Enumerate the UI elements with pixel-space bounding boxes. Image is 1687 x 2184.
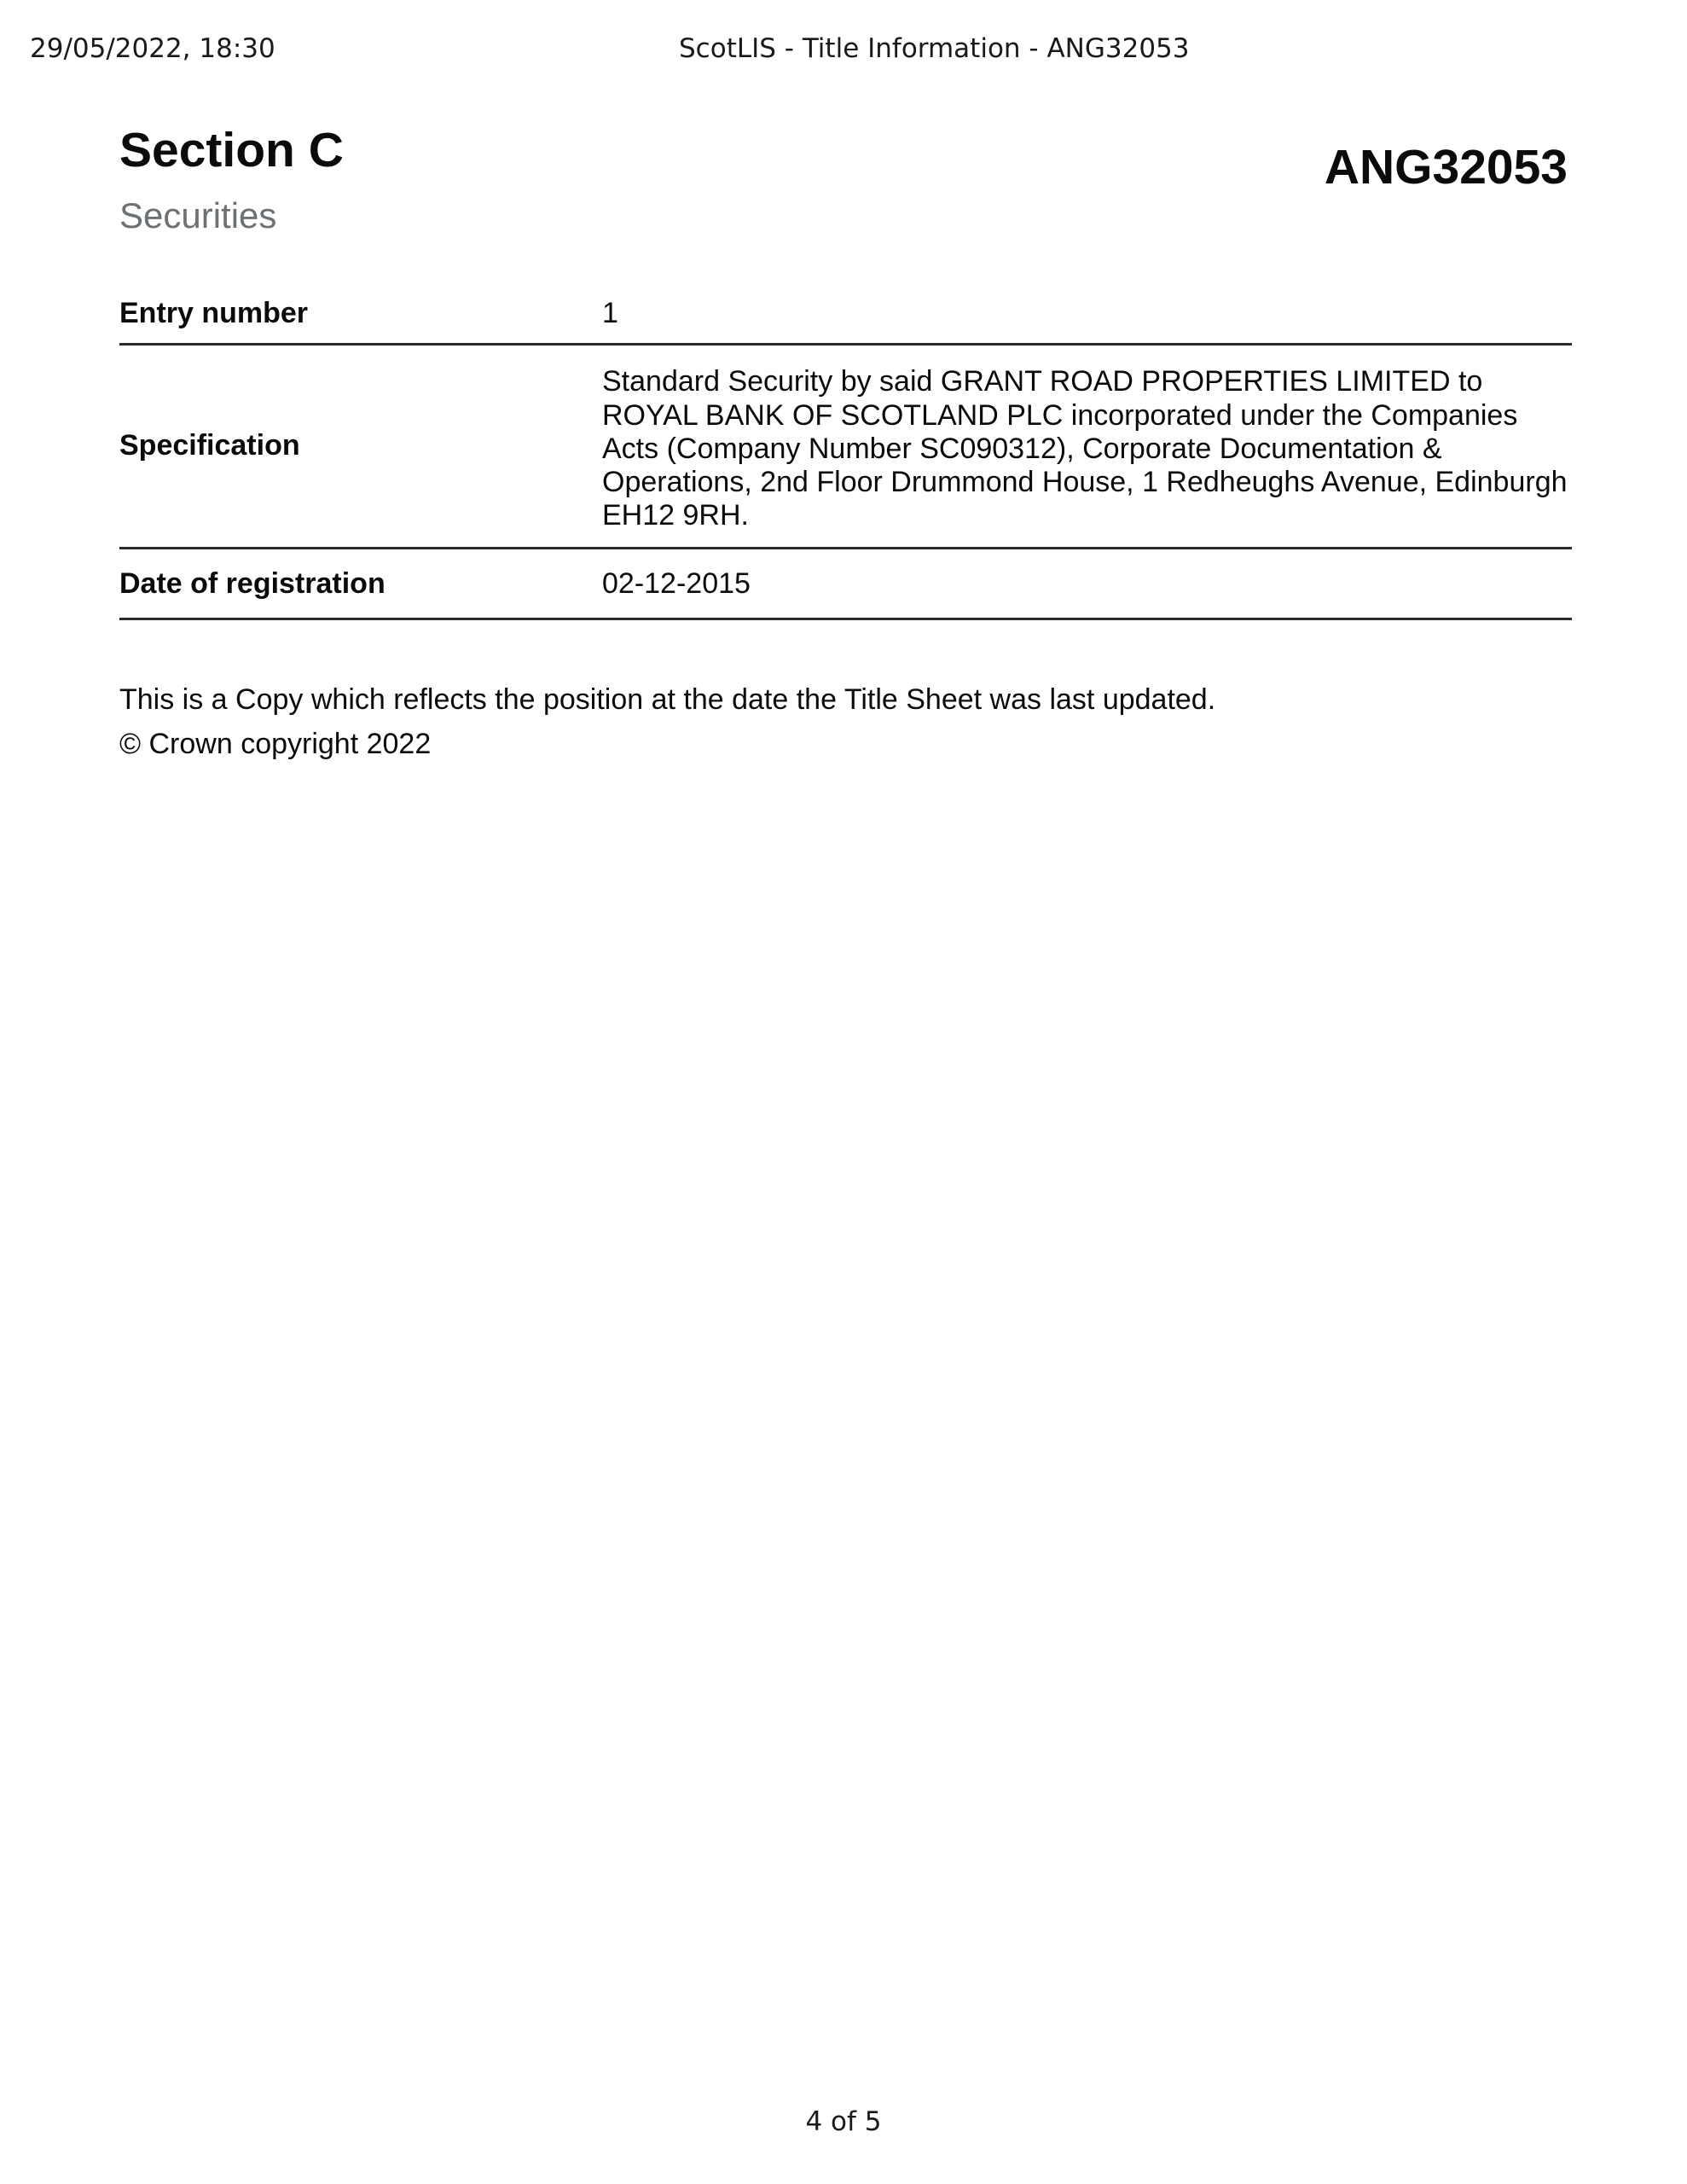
row-value-entry-number: 1 (602, 297, 618, 329)
section-title: Section C (119, 123, 344, 177)
copy-note-block (119, 677, 1569, 766)
copy-note: This is a Copy which reflects the position at the date the Title Sheet was last updated. (119, 683, 1216, 716)
securities-table (119, 297, 1572, 620)
row-label-entry-number: Entry number (119, 297, 309, 329)
print-header-title: ScotLIS - Title Information - ANG32053 (679, 33, 1190, 64)
print-footer-page-number: 4 of 5 (805, 2106, 882, 2137)
title-number: ANG32053 (1324, 140, 1568, 195)
print-header-date: 29/05/2022, 18:30 (30, 33, 275, 64)
row-value-specification: Standard Security by said GRANT ROAD PROPERTIES LIMITED to ROYAL BANK OF SCOTLAND PLC incorporated under the Companies Acts (Company Number SC090312), Corporate Documentation & Operations, 2nd Floor Drummond House, 1 Redheughs Avenue, Edinburgh EH12 9RH. (602, 365, 1568, 532)
row-value-date-of-registration: 02-12-2015 (602, 566, 751, 600)
table-row-entry-number (119, 297, 1572, 345)
section-subtitle: Securities (119, 195, 277, 235)
row-label-date-of-registration: Date of registration (119, 566, 386, 600)
table-row-date-of-registration (119, 548, 1572, 619)
copyright-note: © Crown copyright 2022 (119, 728, 432, 760)
row-label-specification: Specification (119, 429, 300, 462)
table-row-specification (119, 345, 1572, 548)
